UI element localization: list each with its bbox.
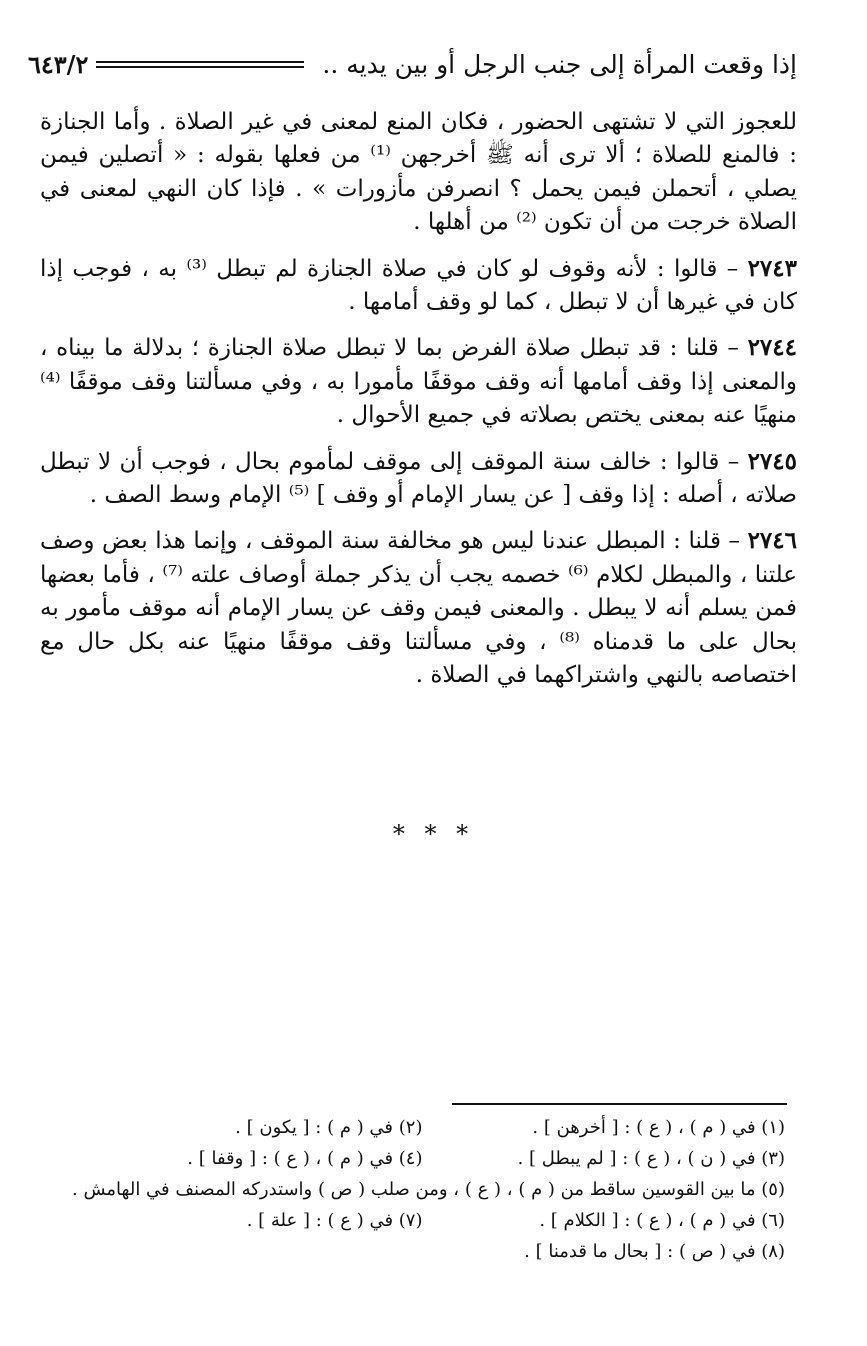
paragraph-text: – قالوا : لأنه وقوف لو كان في صلاة الجنازة لم تبطل ⁽³⁾ به ، فوجب إذا كان في غيرها أن لا تبطل ، كما لو وقف أمامها .	[40, 255, 797, 316]
paragraph-2743	[40, 252, 797, 320]
header-title: إذا وقعت المرأة إلى جنب الرجل أو بين يديه ..	[322, 49, 797, 79]
header-double-rule	[96, 61, 304, 68]
paragraph-text: – قلنا : المبطل عندنا ليس هو مخالفة سنة الموقف ، وإنما هذا بعض وصف علتنا ، والمبطل لكلام ⁽⁶⁾ خصمه يجب أن يذكر جملة أوصاف علته ⁽⁷⁾ ، فأما بعضها فمن يسلم أنه لا يبطل . والمعنى فيمن وقف عن يسار الإمام أنه موقف مأمور به بحال على ما قدمناه ⁽⁸⁾ ، وفي مسألتنا وقف موقفًا منهيًا عنه بكل حال مع اختصاصه بالنهي واشتراكهما في الصلاة .	[40, 528, 797, 689]
paragraph-text: – قلنا : قد تبطل صلاة الفرض بما لا تبطل صلاة الجنازة ؛ بدلالة ما بيناه ، والمعنى إذا وقف أمامها أنه وقف موقفًا مأمورا به ، وفي مسألتنا وقف موقفًا ⁽⁴⁾ منهيًا عنه بمعنى يختص بصلاته في جميع الأحوال .	[40, 335, 797, 429]
footnote-1: (١) في ( م ) ، ( ع ) : [ أخرهن ] .	[532, 1117, 785, 1138]
footnote-4: (٤) في ( م ) ، ( ع ) : [ وقفا ] .	[187, 1148, 423, 1169]
main-text	[40, 106, 797, 705]
paragraph-text: – قالوا : خالف سنة الموقف إلى موقف لمأموم بحال ، فوجب أن لا تبطل صلاته ، أصله : إذا وقف [ عن يسار الإمام أو وقف ] ⁽⁵⁾ الإمام وسط الصف .	[40, 448, 797, 509]
footnote-3: (٣) في ( ن ) ، ( ع ) : [ لم يبطل ] .	[517, 1148, 785, 1169]
footnote-row	[60, 1205, 785, 1236]
paragraph-continuation	[40, 106, 797, 240]
page-number: ٦٤٣/٢	[28, 49, 89, 79]
paragraph-number: ٢٧٤٦	[747, 527, 797, 555]
footnote-7: (٧) في ( ع ) : [ علة ] .	[246, 1210, 423, 1231]
footnote-2: (٢) في ( م ) : [ يكون ] .	[235, 1117, 423, 1138]
paragraph-number: ٢٧٤٣	[747, 254, 797, 282]
footnote-5: (٥) ما بين القوسين ساقط من ( م ) ، ( ع ) ، ومن صلب ( ص ) واستدركه المصنف في الهامش .	[72, 1179, 785, 1200]
footnote-row	[60, 1143, 785, 1174]
footnote-rule	[452, 1103, 787, 1105]
paragraph-number: ٢٧٤٥	[747, 447, 797, 475]
paragraph-2745	[40, 445, 797, 513]
paragraph-number: ٢٧٤٤	[747, 334, 797, 362]
footnote-6: (٦) في ( م ) ، ( ع ) : [ الكلام ] .	[539, 1210, 785, 1231]
footnote-row	[60, 1112, 785, 1143]
paragraph-text: للعجوز التي لا تشتهى الحضور ، فكان المنع لمعنى في غير الصلاة . وأما الجنازة : فالمنع للصلاة ؛ ألا ترى أنه ﷺ أخرجهن ⁽¹⁾ من فعلها بقوله : « أتصلين فيمن يصلي ، أتحملن فيمن يحمل ؟ انصرفن مأزورات » . فإذا كان النهي لمعنى في الصلاة خرجت من أن تكون ⁽²⁾ من أهلها .	[40, 109, 797, 236]
paragraph-2744	[40, 331, 797, 432]
footnote-8: (٨) في ( ص ) : [ بحال ما قدمنا ] .	[524, 1241, 785, 1262]
section-separator: * * *	[392, 820, 475, 848]
running-header	[28, 42, 797, 86]
footnotes	[60, 1112, 785, 1267]
paragraph-2746	[40, 524, 797, 692]
